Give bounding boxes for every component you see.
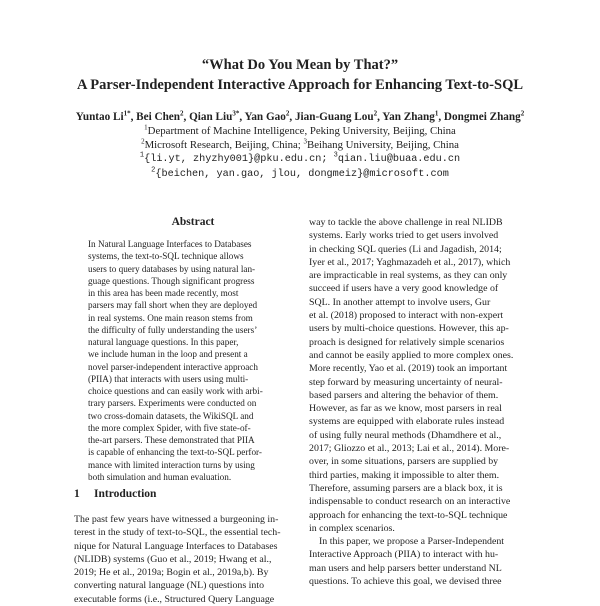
text-line: the more complex Spider, with five state-of- [88, 422, 251, 433]
text-line: guage questions. Though significant progress [88, 275, 255, 286]
email-line-1: $^1${li.yt, zhyzhy001}@pku.edu.cn; $^3$qian.liu@buaa.edu.cn [139, 151, 461, 165]
text-line: 2017; Gliozzo et al., 2013; Lai et al., 2014). More- [309, 443, 510, 455]
text-line: systems. Early works tried to get users involved [309, 230, 499, 242]
text-line: executable forms (i.e., Structured Query Language [74, 593, 275, 605]
text-line: parsers may fall short when they are deployed [88, 300, 258, 311]
text-line: systems are equipped with elaborate rules instead [309, 416, 505, 428]
text-line: proach is designed for relatively simple scenarios [309, 336, 505, 348]
text-line: Iyer et al., 2017; Yaghmazadeh et al., 2017), which [309, 256, 511, 268]
text-line: we include human in the loop and present a [88, 349, 248, 360]
author-name: Yan Zhang [382, 111, 435, 123]
abstract-heading: Abstract [171, 216, 215, 228]
author-affiliation-mark: 2 [373, 109, 378, 118]
author-separator: , [438, 111, 444, 123]
text-line: in checking SQL queries (Li and Jagadish, 2014; [309, 243, 502, 255]
author-separator: , [289, 111, 295, 123]
text-line: (NLIDB) systems (Guo et al., 2019; Hwang et al., [74, 553, 272, 565]
text-line: both simulation and human evaluation. [88, 471, 232, 482]
text-line: systems, the text-to-SQL technique allows [88, 251, 244, 262]
text-line: in this area has been made recently, most [88, 288, 239, 298]
text-line: In this paper, we propose a Parser-Independent [319, 536, 505, 548]
text-line: choice questions and can easily work with arbi- [88, 386, 263, 396]
text-line: SQL. In another attempt to involve users, Gur [309, 296, 491, 308]
author-separator: , [183, 111, 190, 123]
email-line-2: $^2${beichen, yan.gao, jlou, dongmeiz}@microsoft.com [151, 166, 449, 180]
text-line: is capable of enhancing the text-to-SQL perfor- [88, 447, 262, 458]
text-line: over, in some situations, parsers are supplied by [309, 456, 499, 468]
author-name: Qian Liu [189, 111, 233, 123]
text-line: nique for Natural Language Interfaces to Databases [74, 540, 278, 552]
affiliation-2: $^2$Microsoft Research, Beijing, China; $^3$Beihang University, Beijing, China [141, 137, 459, 151]
author-affiliation-mark: 1* [123, 109, 131, 118]
text-line: Therefore, assuming parsers are a black box, it is [309, 482, 503, 494]
text-line: However, as far as we know, most parsers in real [309, 403, 502, 415]
text-line: terest in the study of text-to-SQL, the essential tech- [74, 527, 281, 539]
text-line: (PIIA) that interacts with users using multi- [88, 373, 249, 384]
author-affiliation-mark: 2 [520, 109, 525, 118]
text-line: indispensable to conduct research on an interactive [309, 496, 511, 508]
author-affiliation-mark: 1 [434, 109, 439, 118]
text-line: users to query databases by using natural lan- [88, 263, 256, 274]
paper-title-line-1: “What Do You Mean by That?” [201, 57, 399, 73]
author-name: Bei Chen [136, 111, 180, 123]
text-line: based parsers and altering the behavior of them. [309, 389, 499, 401]
text-line: succeed if users have a very good knowledge of [309, 283, 499, 295]
text-line: man users and help parsers better understand NL [309, 562, 502, 574]
author-name: Yan Gao [244, 111, 286, 123]
abstract-body [88, 238, 291, 483]
introduction-heading: 1 Introduction [74, 488, 157, 500]
text-line: are impracticable in real systems, as they can only [309, 270, 508, 282]
text-line: in real systems. One main reason stems from [88, 312, 253, 323]
author-affiliation-mark: 2 [285, 109, 290, 118]
affiliation-1: $^1$Department of Machine Intelligence, Peking University, Beijing, China [144, 123, 456, 137]
text-line: mance with limited interaction turns by using [88, 459, 255, 470]
text-line: users by multi-choice questions. However, this ap- [309, 323, 509, 335]
author-name: Yuntao Li [75, 111, 124, 123]
author-affiliation-mark: 2 [180, 109, 184, 118]
author-name: Dongmei Zhang [443, 111, 521, 123]
text-line: the difficulty of fully understanding the users’ [88, 324, 258, 335]
author-list [0, 110, 600, 124]
author-affiliation-mark: 3* [232, 109, 240, 118]
paper-title-line-2: A Parser-Independent Interactive Approach for Enhancing Text-to-SQL [76, 77, 524, 93]
text-line: third parties, making it impossible to alter them. [309, 469, 500, 481]
text-line: novel parser-independent interactive approach [88, 361, 258, 372]
text-line: More recently, Yao et al. (2019) took an important [309, 363, 508, 375]
text-line: approach for enhancing the text-to-SQL technique [309, 509, 508, 521]
text-line: The past few years have witnessed a burgeoning in- [74, 514, 279, 525]
introduction-body [74, 513, 296, 606]
text-line: the-art parsers. These demonstrated that PIIA [88, 435, 255, 445]
author-separator: , [239, 111, 245, 123]
author-separator: , [377, 111, 383, 123]
text-line: way to tackle the above challenge in real NLIDB [309, 217, 503, 228]
right-column-body [309, 216, 535, 588]
text-line: natural language questions. In this paper, [88, 337, 239, 347]
text-line: and cannot be easily applied to more complex ones. [309, 349, 514, 361]
author-separator: , [130, 111, 137, 123]
text-line: of using fully neural methods (Dhamdhere et al., [309, 429, 502, 441]
text-line: In Natural Language Interfaces to Databases [88, 239, 252, 249]
text-line: 2019; He et al., 2019a; Bogin et al., 2019a,b). By [74, 567, 269, 579]
text-line: questions. To achieve this goal, we devised three [309, 576, 502, 588]
text-line: trary parsers. Experiments were conducted on [88, 398, 257, 409]
text-line: two cross-domain datasets, the WikiSQL and [88, 410, 254, 421]
text-line: in complex scenarios. [309, 522, 395, 534]
text-line: Interactive Approach (PIIA) to interact with hu- [309, 549, 499, 561]
text-line: converting natural language (NL) questions into [74, 580, 265, 592]
text-line: step forward by measuring uncertainty of neural- [309, 376, 503, 388]
text-line: et al. (2018) proposed to interact with non-expert [309, 310, 504, 322]
author-name: Jian-Guang Lou [294, 111, 374, 123]
